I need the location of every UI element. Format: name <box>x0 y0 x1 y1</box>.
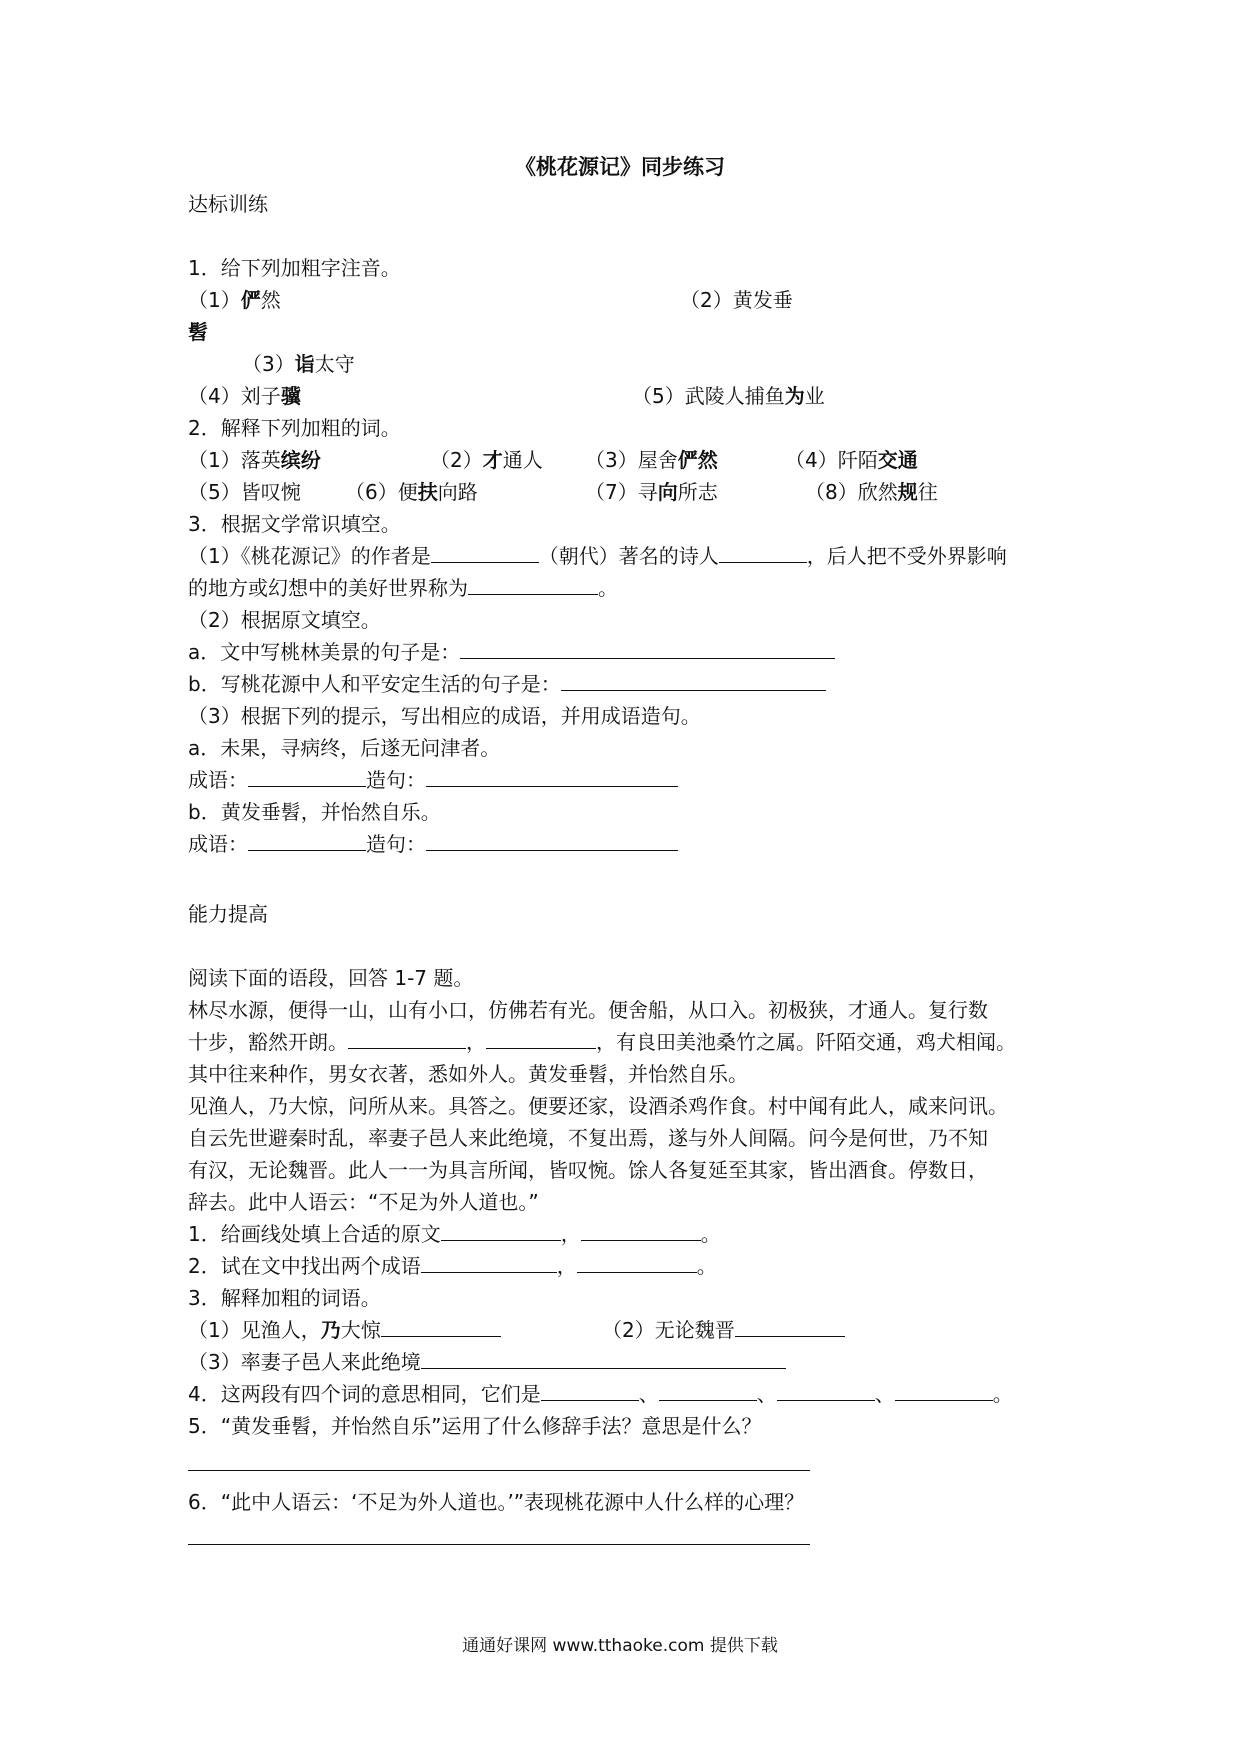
reading-q2 <box>188 1252 717 1280</box>
passage-line: 见渔人，乃大惊，问所从来。具答之。便要还家，设酒杀鸡作食。村中闻有此人，咸来问讯。 <box>188 1094 1008 1118</box>
item-suffix: 向路 <box>437 480 478 504</box>
page-title: 《桃花源记》同步练习 <box>515 155 725 179</box>
comma: ， <box>560 1222 581 1246</box>
passage-text: ， <box>466 1030 486 1054</box>
reading-q1-text: 1．给画线处填上合适的原文 <box>188 1222 441 1246</box>
dun-mark: 、 <box>874 1382 895 1406</box>
item-prefix: （3） <box>242 352 295 376</box>
fill-blank-author[interactable] <box>431 542 539 563</box>
passage-line <box>188 1028 1016 1056</box>
fill-blank-q2-a[interactable] <box>421 1252 557 1273</box>
fill-blank-q4-3[interactable] <box>777 1380 875 1401</box>
reading-q4-text: 4．这两段有四个词的意思相同，它们是 <box>188 1382 541 1406</box>
period: 。 <box>696 1254 717 1278</box>
q2-item-7 <box>585 478 718 506</box>
bold-char: 诣 <box>294 352 315 376</box>
period: 。 <box>992 1382 1013 1406</box>
reading-q3-item-1 <box>188 1316 501 1344</box>
bold-word: 扶 <box>417 480 438 504</box>
fill-blank-q3-1[interactable] <box>381 1316 501 1337</box>
item-prefix: （4）刘子 <box>188 384 281 408</box>
item-text: （2）无论魏晋 <box>602 1318 735 1342</box>
bold-word: 规 <box>897 480 918 504</box>
fill-blank-q1-b[interactable] <box>581 1220 701 1241</box>
q3-sub2-a-text: a．文中写桃林美景的句子是： <box>188 640 461 664</box>
item-text: （3）率妻子邑人来此绝境 <box>188 1350 421 1374</box>
item-prefix: （7）寻 <box>585 480 658 504</box>
bold-word: 向 <box>657 480 678 504</box>
reading-q5: 5．“黄发垂髫，并怡然自乐”运用了什么修辞手法？意思是什么？ <box>188 1414 762 1438</box>
dun-mark: 、 <box>638 1382 659 1406</box>
sentence-label: 造句： <box>366 768 426 792</box>
q3-sub1-text-b: （朝代）著名的诗人 <box>538 544 719 568</box>
period: 。 <box>700 1222 721 1246</box>
q3-stem: 3．根据文学常识填空。 <box>188 512 401 536</box>
q2-item-1 <box>188 446 321 474</box>
q3-sub3-b-answer <box>188 830 678 858</box>
q1-item-1 <box>188 286 281 314</box>
section-heading-basic: 达标训练 <box>188 192 268 216</box>
passage-text: 十步，豁然开朗。 <box>188 1030 348 1054</box>
item-suffix: 然 <box>260 288 281 312</box>
q2-stem: 2．解释下列加粗的词。 <box>188 416 401 440</box>
bold-char: 骥 <box>280 384 301 408</box>
idiom-label: 成语： <box>188 832 248 856</box>
q3-sub1-line2 <box>188 574 618 602</box>
q2-item-5: （5）皆叹惋 <box>188 480 301 504</box>
fill-blank-idiom-a[interactable] <box>248 766 366 787</box>
q1-item-2-wrapped-char: 髫 <box>188 320 208 344</box>
item-prefix: （1）落英 <box>188 448 281 472</box>
item-suffix: 所志 <box>677 480 718 504</box>
comma: ， <box>556 1254 577 1278</box>
q3-sub2-a <box>188 638 835 666</box>
passage-line: 自云先世避秦时乱，率妻子邑人来此绝境，不复出焉，遂与外人间隔。问今是何世，乃不知 <box>188 1126 988 1150</box>
q3-sub3-a-answer <box>188 766 678 794</box>
passage-line: 辞去。此中人语云：“不足为外人道也。” <box>188 1190 539 1214</box>
bold-word: 缤纷 <box>280 448 321 472</box>
item-prefix: （1）见渔人， <box>188 1318 321 1342</box>
fill-blank-sentence-b[interactable] <box>426 830 678 851</box>
q3-sub1-line1 <box>188 542 1007 570</box>
q2-item-8 <box>805 478 938 506</box>
bold-char: 为 <box>784 384 805 408</box>
fill-blank-q4-4[interactable] <box>895 1380 993 1401</box>
q3-sub1-text-c: ，后人把不受外界影响 <box>806 544 1007 568</box>
fill-blank-poet[interactable] <box>719 542 807 563</box>
item-suffix: 太守 <box>314 352 355 376</box>
sentence-label: 造句： <box>366 832 426 856</box>
q1-item-2: （2）黄发垂 <box>680 288 793 312</box>
item-suffix: 通人 <box>502 448 543 472</box>
fill-blank-peaceful-life[interactable] <box>561 670 826 691</box>
item-prefix: （5）武陵人捕鱼 <box>632 384 785 408</box>
fill-blank-q4-1[interactable] <box>541 1380 639 1401</box>
passage-underline-2[interactable] <box>486 1028 596 1049</box>
reading-q3-item-2 <box>602 1316 845 1344</box>
fill-blank-q2-b[interactable] <box>577 1252 697 1273</box>
bold-word: 交通 <box>877 448 918 472</box>
reading-intro: 阅读下面的语段，回答 1-7 题。 <box>188 966 474 990</box>
passage-line: 其中往来种作，男女衣著，悉如外人。黄发垂髫，并怡然自乐。 <box>188 1062 748 1086</box>
q2-item-4 <box>785 446 918 474</box>
passage-line: 林尽水源，便得一山，山有小口，仿佛若有光。便舍船，从口入。初极狭，才通人。复行数 <box>188 998 988 1022</box>
fill-blank-ideal-world[interactable] <box>468 574 598 595</box>
bold-char: 俨 <box>240 288 261 312</box>
section-heading-advanced: 能力提高 <box>188 902 268 926</box>
item-prefix: （4）阡陌 <box>785 448 878 472</box>
passage-underline-1[interactable] <box>348 1028 466 1049</box>
reading-q3-item-3 <box>188 1348 786 1376</box>
idiom-label: 成语： <box>188 768 248 792</box>
bold-word: 乃 <box>320 1318 341 1342</box>
q3-sub1-text-a: （1）《桃花源记》的作者是 <box>188 544 431 568</box>
reading-q4 <box>188 1380 1013 1408</box>
reading-q2-text: 2．试在文中找出两个成语 <box>188 1254 421 1278</box>
bold-word: 俨然 <box>677 448 718 472</box>
q3-sub2-b-text: b．写桃花源中人和平安定生活的句子是： <box>188 672 561 696</box>
q3-sub2-b <box>188 670 826 698</box>
q1-item-4 <box>188 382 301 410</box>
fill-blank-q4-2[interactable] <box>659 1380 757 1401</box>
q1-stem: 1．给下列加粗字注音。 <box>188 256 401 280</box>
q3-sub1-text-e: 。 <box>598 576 618 600</box>
fill-blank-sentence-a[interactable] <box>426 766 678 787</box>
item-prefix: （8）欣然 <box>805 480 898 504</box>
item-suffix: 大惊 <box>340 1318 381 1342</box>
answer-line-q5[interactable] <box>188 1470 810 1471</box>
fill-blank-q3-2[interactable] <box>735 1316 845 1337</box>
q3-sub3-a: a．未果，寻病终，后遂无问津者。 <box>188 736 501 760</box>
item-prefix: （2） <box>430 448 483 472</box>
answer-line-q6[interactable] <box>188 1544 810 1545</box>
fill-blank-q1-a[interactable] <box>441 1220 561 1241</box>
item-prefix: （6）便 <box>345 480 418 504</box>
q1-item-3 <box>242 350 355 378</box>
q2-item-2 <box>430 446 543 474</box>
page-footer: 通通好课网 www.tthaoke.com 提供下载 <box>462 1636 778 1656</box>
q1-item-5 <box>632 382 825 410</box>
q3-sub2: （2）根据原文填空。 <box>188 608 381 632</box>
dun-mark: 、 <box>756 1382 777 1406</box>
item-prefix: （1） <box>188 288 241 312</box>
fill-blank-q3-3[interactable] <box>421 1348 786 1369</box>
bold-word: 才 <box>482 448 503 472</box>
reading-q6: 6．“此中人语云：‘不足为外人道也。’”表现桃花源中人什么样的心理？ <box>188 1490 805 1514</box>
passage-line: 有汉，无论魏晋。此人一一为具言所闻，皆叹惋。馀人各复延至其家，皆出酒食。停数日， <box>188 1158 988 1182</box>
item-suffix: 往 <box>917 480 938 504</box>
fill-blank-idiom-b[interactable] <box>248 830 366 851</box>
passage-text: ，有良田美池桑竹之属。阡陌交通，鸡犬相闻。 <box>596 1030 1016 1054</box>
item-suffix: 业 <box>804 384 825 408</box>
q3-sub3: （3）根据下列的提示，写出相应的成语，并用成语造句。 <box>188 704 701 728</box>
fill-blank-peach-scene[interactable] <box>460 638 835 659</box>
item-prefix: （3）屋舍 <box>585 448 678 472</box>
q2-item-6 <box>345 478 478 506</box>
reading-q3: 3．解释加粗的词语。 <box>188 1286 381 1310</box>
q2-item-3 <box>585 446 718 474</box>
q3-sub1-text-d: 的地方或幻想中的美好世界称为 <box>188 576 468 600</box>
q3-sub3-b: b．黄发垂髫，并怡然自乐。 <box>188 800 441 824</box>
reading-q1 <box>188 1220 721 1248</box>
